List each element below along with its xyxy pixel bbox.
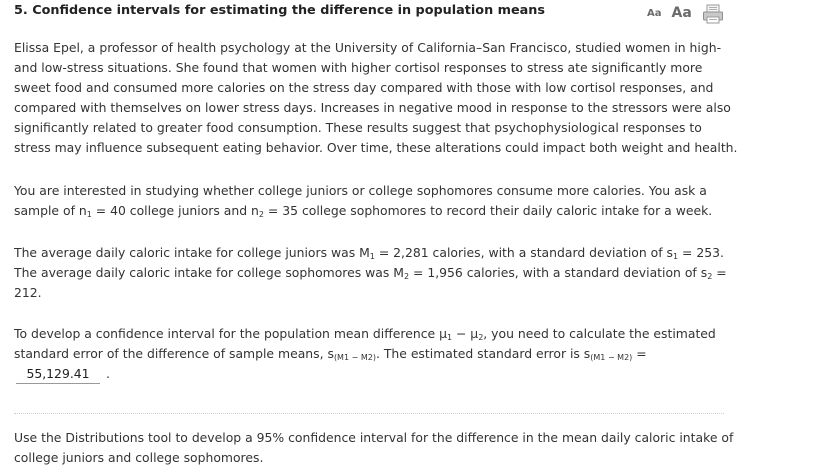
study-paragraph: You are interested in studying whether college juniors or college sophomores consume more calories. You ask a sample of $n_1 = 40$ college juniors and $n_2 = 35$ college sophomores to record their daily caloric intake for a week.	[14, 183, 713, 219]
text-smaller-button[interactable]: Aa	[647, 8, 662, 19]
text-larger-button[interactable]: Aa	[671, 5, 692, 21]
intro-paragraph: Elissa Epel, a professor of health psychology at the University of California–San Francisco, studied women in high- and low-stress situations. She found that women with higher cortisol responses to stress ate significantly more sweet food and consumed more calories on the stress day compared with those with low cortisol responses, and compared with themselves on lower stress days. Increases in negative mood in response to the stressors were also significantly related to greater food consumption. These results suggest that psychophysiological responses to stress may influence subsequent eating behavior. Over time, these alterations could impact both weight and health.	[14, 40, 738, 155]
section-divider	[14, 413, 724, 414]
stats-paragraph: The average daily caloric intake for college juniors was $M_1 = 2,281$ calories, with a standard deviation of $s_1 = 253$. The average daily caloric intake for college sophomores was $M_2 = 1,956$ calories, with a standard deviation of $s_2 = 212$.	[14, 245, 727, 300]
printer-icon[interactable]	[702, 4, 724, 24]
question-title: 5. Confidence intervals for estimating the difference in population means	[14, 3, 546, 18]
text-size-controls	[647, 2, 724, 24]
answer-period: .	[106, 366, 110, 381]
standard-error-paragraph: To develop a confidence interval for the population mean difference $\mu_1 - \mu_2$, you need to calculate the estimated standard error of the difference of sample means, $s_{(M1 - M2)}$. The estimated standard error is $s_{(M1 - M2)}$ =	[14, 326, 716, 362]
instructions-paragraph: Use the Distributions tool to develop a 95% confidence interval for the difference in the mean daily caloric intake of college juniors and college sophomores.	[14, 430, 734, 465]
standard-error-answer-field[interactable]: 55,129.41	[16, 365, 100, 384]
